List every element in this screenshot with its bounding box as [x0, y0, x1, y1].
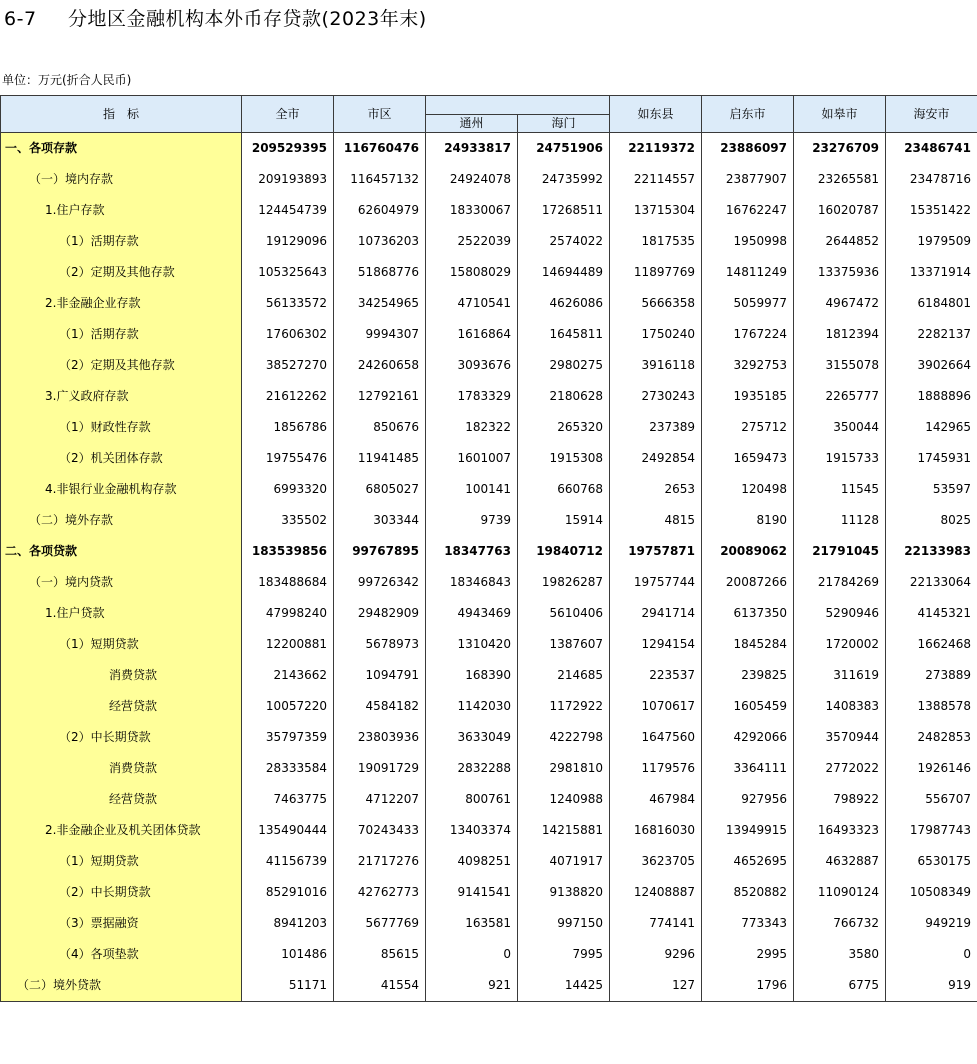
- cell-value: 1817535: [610, 226, 702, 257]
- cell-value: 1935185: [702, 381, 794, 412]
- cell-value: 21791045: [794, 536, 886, 567]
- cell-value: 7995: [518, 939, 610, 970]
- header-haimen: 海门: [518, 114, 610, 133]
- header-total: 全市: [242, 96, 334, 133]
- cell-value: 273889: [886, 660, 977, 691]
- row-label: 2.非金融企业及机关团体贷款: [1, 815, 242, 846]
- cell-value: 2980275: [518, 350, 610, 381]
- cell-value: 23486741: [886, 133, 977, 165]
- cell-value: 0: [426, 939, 518, 970]
- header-qidong: 启东市: [702, 96, 794, 133]
- cell-value: 997150: [518, 908, 610, 939]
- cell-value: 1845284: [702, 629, 794, 660]
- cell-value: 19755476: [242, 443, 334, 474]
- cell-value: 56133572: [242, 288, 334, 319]
- cell-value: 2941714: [610, 598, 702, 629]
- cell-value: 41554: [334, 970, 426, 1002]
- cell-value: 3155078: [794, 350, 886, 381]
- table-row: [1, 567, 977, 598]
- cell-value: 2282137: [886, 319, 977, 350]
- cell-value: 1142030: [426, 691, 518, 722]
- cell-value: 4815: [610, 505, 702, 536]
- cell-value: 17268511: [518, 195, 610, 226]
- cell-value: 99726342: [334, 567, 426, 598]
- row-label: 3.广义政府存款: [1, 381, 242, 412]
- cell-value: 1645811: [518, 319, 610, 350]
- cell-value: 3580: [794, 939, 886, 970]
- cell-value: 21612262: [242, 381, 334, 412]
- cell-value: 16816030: [610, 815, 702, 846]
- cell-value: 4632887: [794, 846, 886, 877]
- cell-value: 19826287: [518, 567, 610, 598]
- cell-value: 24735992: [518, 164, 610, 195]
- deposit-loan-table: [0, 95, 977, 1002]
- cell-value: 19129096: [242, 226, 334, 257]
- row-label: （1）财政性存款: [1, 412, 242, 443]
- cell-value: 22133064: [886, 567, 977, 598]
- cell-value: 0: [886, 939, 977, 970]
- cell-value: 660768: [518, 474, 610, 505]
- cell-value: 1294154: [610, 629, 702, 660]
- cell-value: 1070617: [610, 691, 702, 722]
- row-label: （4）各项垫款: [1, 939, 242, 970]
- table-row: [1, 753, 977, 784]
- cell-value: 1796: [702, 970, 794, 1002]
- cell-value: 23265581: [794, 164, 886, 195]
- cell-value: 15808029: [426, 257, 518, 288]
- cell-value: 13949915: [702, 815, 794, 846]
- table-row: [1, 939, 977, 970]
- cell-value: 85291016: [242, 877, 334, 908]
- header-rudong: 如东县: [610, 96, 702, 133]
- cell-value: 135490444: [242, 815, 334, 846]
- page-title: [4, 4, 427, 34]
- cell-value: 4943469: [426, 598, 518, 629]
- cell-value: 2730243: [610, 381, 702, 412]
- cell-value: 23478716: [886, 164, 977, 195]
- header-rugao: 如皋市: [794, 96, 886, 133]
- cell-value: 4712207: [334, 784, 426, 815]
- cell-value: 10736203: [334, 226, 426, 257]
- cell-value: 1310420: [426, 629, 518, 660]
- cell-value: 11128: [794, 505, 886, 536]
- table-row: [1, 133, 977, 165]
- cell-value: 120498: [702, 474, 794, 505]
- cell-value: 1783329: [426, 381, 518, 412]
- cell-value: 23877907: [702, 164, 794, 195]
- cell-value: 8941203: [242, 908, 334, 939]
- cell-value: 4626086: [518, 288, 610, 319]
- cell-value: 5059977: [702, 288, 794, 319]
- table-row: [1, 660, 977, 691]
- cell-value: 1647560: [610, 722, 702, 753]
- table-row: [1, 319, 977, 350]
- cell-value: 5677769: [334, 908, 426, 939]
- cell-value: 9138820: [518, 877, 610, 908]
- cell-value: 14811249: [702, 257, 794, 288]
- cell-value: 12408887: [610, 877, 702, 908]
- table-row: [1, 877, 977, 908]
- cell-value: 1888896: [886, 381, 977, 412]
- cell-value: 3570944: [794, 722, 886, 753]
- row-label: 一、各项存款: [1, 133, 242, 165]
- cell-value: 1856786: [242, 412, 334, 443]
- cell-value: 1387607: [518, 629, 610, 660]
- cell-value: 42762773: [334, 877, 426, 908]
- cell-value: 1662468: [886, 629, 977, 660]
- cell-value: 467984: [610, 784, 702, 815]
- cell-value: 4145321: [886, 598, 977, 629]
- cell-value: 51171: [242, 970, 334, 1002]
- cell-value: 35797359: [242, 722, 334, 753]
- cell-value: 24751906: [518, 133, 610, 165]
- cell-value: 5610406: [518, 598, 610, 629]
- cell-value: 19757744: [610, 567, 702, 598]
- row-label: （1）活期存款: [1, 319, 242, 350]
- cell-value: 1979509: [886, 226, 977, 257]
- cell-value: 209529395: [242, 133, 334, 165]
- cell-value: 22133983: [886, 536, 977, 567]
- cell-value: 2574022: [518, 226, 610, 257]
- cell-value: 21717276: [334, 846, 426, 877]
- table-row: [1, 691, 977, 722]
- cell-value: 4710541: [426, 288, 518, 319]
- row-label: （2）定期及其他存款: [1, 350, 242, 381]
- cell-value: 1915308: [518, 443, 610, 474]
- cell-value: 800761: [426, 784, 518, 815]
- cell-value: 1659473: [702, 443, 794, 474]
- cell-value: 3902664: [886, 350, 977, 381]
- row-label: 二、各项贷款: [1, 536, 242, 567]
- cell-value: 23803936: [334, 722, 426, 753]
- cell-value: 5678973: [334, 629, 426, 660]
- cell-value: 41156739: [242, 846, 334, 877]
- cell-value: 99767895: [334, 536, 426, 567]
- cell-value: 22114557: [610, 164, 702, 195]
- table-row: [1, 970, 977, 1002]
- cell-value: 4967472: [794, 288, 886, 319]
- table-row: [1, 784, 977, 815]
- cell-value: 18347763: [426, 536, 518, 567]
- cell-value: 303344: [334, 505, 426, 536]
- cell-value: 11090124: [794, 877, 886, 908]
- cell-value: 100141: [426, 474, 518, 505]
- cell-value: 766732: [794, 908, 886, 939]
- cell-value: 11897769: [610, 257, 702, 288]
- cell-value: 24924078: [426, 164, 518, 195]
- row-label: 经营贷款: [1, 784, 242, 815]
- cell-value: 774141: [610, 908, 702, 939]
- row-label: （2）中长期贷款: [1, 877, 242, 908]
- cell-value: 6993320: [242, 474, 334, 505]
- table-number: 6-7: [4, 8, 37, 30]
- table-row: [1, 536, 977, 567]
- cell-value: 16762247: [702, 195, 794, 226]
- cell-value: 14425: [518, 970, 610, 1002]
- row-label: 消费贷款: [1, 753, 242, 784]
- cell-value: 4222798: [518, 722, 610, 753]
- cell-value: 2653: [610, 474, 702, 505]
- cell-value: 17606302: [242, 319, 334, 350]
- cell-value: 29482909: [334, 598, 426, 629]
- cell-value: 105325643: [242, 257, 334, 288]
- header-urban-group: [426, 96, 610, 115]
- cell-value: 209193893: [242, 164, 334, 195]
- table-row: [1, 722, 977, 753]
- cell-value: 8025: [886, 505, 977, 536]
- cell-value: 20087266: [702, 567, 794, 598]
- cell-value: 11545: [794, 474, 886, 505]
- cell-value: 124454739: [242, 195, 334, 226]
- cell-value: 3093676: [426, 350, 518, 381]
- cell-value: 19840712: [518, 536, 610, 567]
- table-row: [1, 226, 977, 257]
- cell-value: 4098251: [426, 846, 518, 877]
- cell-value: 53597: [886, 474, 977, 505]
- cell-value: 1767224: [702, 319, 794, 350]
- cell-value: 6184801: [886, 288, 977, 319]
- cell-value: 239825: [702, 660, 794, 691]
- cell-value: 1812394: [794, 319, 886, 350]
- cell-value: 265320: [518, 412, 610, 443]
- cell-value: 4584182: [334, 691, 426, 722]
- row-label: 2.非金融企业存款: [1, 288, 242, 319]
- cell-value: 9994307: [334, 319, 426, 350]
- cell-value: 9141541: [426, 877, 518, 908]
- cell-value: 24933817: [426, 133, 518, 165]
- cell-value: 163581: [426, 908, 518, 939]
- table-title: 分地区金融机构本外币存贷款(2023年末): [68, 8, 427, 30]
- cell-value: 4071917: [518, 846, 610, 877]
- row-label: （二）境外存款: [1, 505, 242, 536]
- row-label: （3）票据融资: [1, 908, 242, 939]
- cell-value: 214685: [518, 660, 610, 691]
- table-row: [1, 846, 977, 877]
- cell-value: 1408383: [794, 691, 886, 722]
- cell-value: 2772022: [794, 753, 886, 784]
- cell-value: 24260658: [334, 350, 426, 381]
- cell-value: 2265777: [794, 381, 886, 412]
- row-label: （一）境内贷款: [1, 567, 242, 598]
- cell-value: 3623705: [610, 846, 702, 877]
- row-label: （1）短期贷款: [1, 629, 242, 660]
- cell-value: 1094791: [334, 660, 426, 691]
- cell-value: 62604979: [334, 195, 426, 226]
- cell-value: 18330067: [426, 195, 518, 226]
- cell-value: 4652695: [702, 846, 794, 877]
- table-row: [1, 908, 977, 939]
- cell-value: 182322: [426, 412, 518, 443]
- header-urban: 市区: [334, 96, 426, 133]
- table-row: [1, 598, 977, 629]
- table-row: [1, 195, 977, 226]
- cell-value: 7463775: [242, 784, 334, 815]
- cell-value: 116760476: [334, 133, 426, 165]
- cell-value: 1915733: [794, 443, 886, 474]
- cell-value: 1605459: [702, 691, 794, 722]
- row-label: 1.住户存款: [1, 195, 242, 226]
- cell-value: 38527270: [242, 350, 334, 381]
- cell-value: 1950998: [702, 226, 794, 257]
- table-header: [1, 96, 977, 133]
- cell-value: 3364111: [702, 753, 794, 784]
- row-label: （1）短期贷款: [1, 846, 242, 877]
- cell-value: 2492854: [610, 443, 702, 474]
- cell-value: 5290946: [794, 598, 886, 629]
- cell-value: 10057220: [242, 691, 334, 722]
- table-row: [1, 412, 977, 443]
- header-haian: 海安市: [886, 96, 977, 133]
- cell-value: 85615: [334, 939, 426, 970]
- cell-value: 47998240: [242, 598, 334, 629]
- table-row: [1, 257, 977, 288]
- cell-value: 850676: [334, 412, 426, 443]
- cell-value: 1616864: [426, 319, 518, 350]
- cell-value: 168390: [426, 660, 518, 691]
- cell-value: 2644852: [794, 226, 886, 257]
- cell-value: 23276709: [794, 133, 886, 165]
- cell-value: 2180628: [518, 381, 610, 412]
- cell-value: 1388578: [886, 691, 977, 722]
- cell-value: 223537: [610, 660, 702, 691]
- cell-value: 183488684: [242, 567, 334, 598]
- cell-value: 1745931: [886, 443, 977, 474]
- cell-value: 1240988: [518, 784, 610, 815]
- cell-value: 921: [426, 970, 518, 1002]
- cell-value: 6137350: [702, 598, 794, 629]
- table-row: [1, 815, 977, 846]
- cell-value: 17987743: [886, 815, 977, 846]
- table-row: [1, 288, 977, 319]
- row-label: （1）活期存款: [1, 226, 242, 257]
- cell-value: 8190: [702, 505, 794, 536]
- cell-value: 10508349: [886, 877, 977, 908]
- cell-value: 1720002: [794, 629, 886, 660]
- cell-value: 13371914: [886, 257, 977, 288]
- cell-value: 116457132: [334, 164, 426, 195]
- table-row: [1, 381, 977, 412]
- cell-value: 34254965: [334, 288, 426, 319]
- cell-value: 1172922: [518, 691, 610, 722]
- cell-value: 12792161: [334, 381, 426, 412]
- cell-value: 142965: [886, 412, 977, 443]
- cell-value: 237389: [610, 412, 702, 443]
- row-label: （一）境内存款: [1, 164, 242, 195]
- cell-value: 19091729: [334, 753, 426, 784]
- cell-value: 350044: [794, 412, 886, 443]
- cell-value: 2522039: [426, 226, 518, 257]
- cell-value: 13715304: [610, 195, 702, 226]
- cell-value: 13375936: [794, 257, 886, 288]
- cell-value: 311619: [794, 660, 886, 691]
- table-row: [1, 350, 977, 381]
- table-body: [1, 133, 977, 1002]
- table-row: [1, 443, 977, 474]
- cell-value: 9739: [426, 505, 518, 536]
- cell-value: 70243433: [334, 815, 426, 846]
- cell-value: 3916118: [610, 350, 702, 381]
- cell-value: 6805027: [334, 474, 426, 505]
- table-row: [1, 505, 977, 536]
- row-label: （2）机关团体存款: [1, 443, 242, 474]
- unit-note: 单位：万元(折合人民币): [2, 73, 132, 87]
- cell-value: 4292066: [702, 722, 794, 753]
- cell-value: 927956: [702, 784, 794, 815]
- cell-value: 6530175: [886, 846, 977, 877]
- cell-value: 8520882: [702, 877, 794, 908]
- table-row: [1, 629, 977, 660]
- cell-value: 1179576: [610, 753, 702, 784]
- cell-value: 5666358: [610, 288, 702, 319]
- row-label: （2）中长期贷款: [1, 722, 242, 753]
- header-tongzhou: 通州: [426, 114, 518, 133]
- cell-value: 22119372: [610, 133, 702, 165]
- cell-value: 20089062: [702, 536, 794, 567]
- cell-value: 11941485: [334, 443, 426, 474]
- cell-value: 3633049: [426, 722, 518, 753]
- row-label: 4.非银行业金融机构存款: [1, 474, 242, 505]
- cell-value: 275712: [702, 412, 794, 443]
- cell-value: 2143662: [242, 660, 334, 691]
- cell-value: 23886097: [702, 133, 794, 165]
- cell-value: 19757871: [610, 536, 702, 567]
- table-row: [1, 164, 977, 195]
- cell-value: 919: [886, 970, 977, 1002]
- cell-value: 949219: [886, 908, 977, 939]
- cell-value: 798922: [794, 784, 886, 815]
- cell-value: 2832288: [426, 753, 518, 784]
- cell-value: 6775: [794, 970, 886, 1002]
- cell-value: 1750240: [610, 319, 702, 350]
- cell-value: 3292753: [702, 350, 794, 381]
- row-label: 1.住户贷款: [1, 598, 242, 629]
- cell-value: 2995: [702, 939, 794, 970]
- cell-value: 556707: [886, 784, 977, 815]
- cell-value: 15351422: [886, 195, 977, 226]
- cell-value: 101486: [242, 939, 334, 970]
- cell-value: 2482853: [886, 722, 977, 753]
- cell-value: 28333584: [242, 753, 334, 784]
- row-label: （二）境外贷款: [1, 970, 242, 1002]
- cell-value: 183539856: [242, 536, 334, 567]
- cell-value: 14215881: [518, 815, 610, 846]
- cell-value: 15914: [518, 505, 610, 536]
- cell-value: 1601007: [426, 443, 518, 474]
- cell-value: 9296: [610, 939, 702, 970]
- cell-value: 127: [610, 970, 702, 1002]
- cell-value: 16020787: [794, 195, 886, 226]
- cell-value: 14694489: [518, 257, 610, 288]
- cell-value: 51868776: [334, 257, 426, 288]
- cell-value: 13403374: [426, 815, 518, 846]
- cell-value: 12200881: [242, 629, 334, 660]
- cell-value: 21784269: [794, 567, 886, 598]
- row-label: 经营贷款: [1, 691, 242, 722]
- header-indicator: 指 标: [1, 96, 242, 133]
- cell-value: 2981810: [518, 753, 610, 784]
- cell-value: 1926146: [886, 753, 977, 784]
- cell-value: 18346843: [426, 567, 518, 598]
- cell-value: 335502: [242, 505, 334, 536]
- cell-value: 773343: [702, 908, 794, 939]
- table-row: [1, 474, 977, 505]
- row-label: （2）定期及其他存款: [1, 257, 242, 288]
- cell-value: 16493323: [794, 815, 886, 846]
- row-label: 消费贷款: [1, 660, 242, 691]
